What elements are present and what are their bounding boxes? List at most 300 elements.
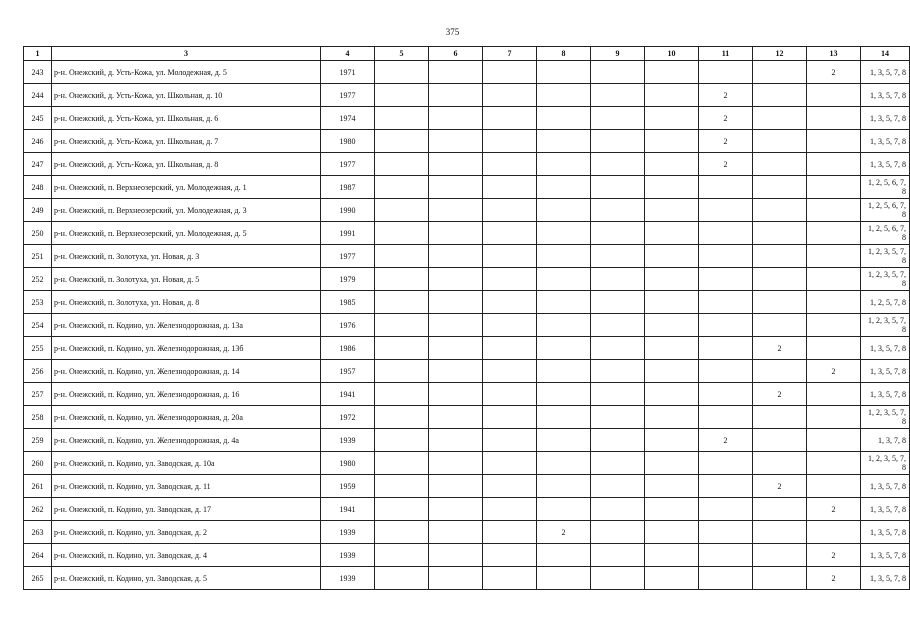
col9-cell (591, 222, 645, 245)
row-number: 246 (24, 130, 52, 153)
table-row (24, 291, 910, 314)
address-cell: р-н. Онежский, п. Кодино, ул. Железнодорожная, д. 20а (52, 406, 321, 429)
col8-cell (537, 498, 591, 521)
col7-cell (483, 406, 537, 429)
table-row (24, 176, 910, 199)
col12-cell (753, 314, 807, 337)
column-header: 10 (645, 47, 699, 61)
col10-cell (645, 61, 699, 84)
col12-cell (753, 176, 807, 199)
row-number: 265 (24, 567, 52, 590)
col5-cell (375, 61, 429, 84)
col12-cell (753, 452, 807, 475)
row-number: 250 (24, 222, 52, 245)
col13-cell: 2 (807, 498, 861, 521)
col13-cell (807, 406, 861, 429)
col10-cell (645, 176, 699, 199)
col8-cell (537, 337, 591, 360)
year-cell: 1959 (321, 475, 375, 498)
col14-cell: 1, 3, 5, 7, 8 (861, 107, 910, 130)
col5-cell (375, 475, 429, 498)
col12-cell (753, 153, 807, 176)
col11-cell (699, 567, 753, 590)
col6-cell (429, 521, 483, 544)
col10-cell (645, 153, 699, 176)
address-cell: р-н. Онежский, п. Золотуха, ул. Новая, д. 5 (52, 268, 321, 291)
row-number: 252 (24, 268, 52, 291)
col10-cell (645, 291, 699, 314)
col14-cell: 1, 3, 5, 7, 8 (861, 153, 910, 176)
col11-cell (699, 199, 753, 222)
col12-cell (753, 84, 807, 107)
col8-cell (537, 268, 591, 291)
row-number: 260 (24, 452, 52, 475)
col13-cell (807, 130, 861, 153)
col12-cell (753, 521, 807, 544)
col5-cell (375, 199, 429, 222)
col13-cell: 2 (807, 544, 861, 567)
col14-cell: 1, 2, 3, 5, 7, 8 (861, 245, 910, 268)
table-row (24, 153, 910, 176)
year-cell: 1987 (321, 176, 375, 199)
row-number: 248 (24, 176, 52, 199)
col11-cell: 2 (699, 107, 753, 130)
column-header: 5 (375, 47, 429, 61)
col5-cell (375, 153, 429, 176)
header-row (24, 47, 910, 61)
col7-cell (483, 268, 537, 291)
year-cell: 1977 (321, 84, 375, 107)
col14-cell: 1, 2, 5, 6, 7, 8 (861, 222, 910, 245)
col10-cell (645, 245, 699, 268)
year-cell: 1980 (321, 452, 375, 475)
col13-cell (807, 314, 861, 337)
col11-cell (699, 222, 753, 245)
row-number: 262 (24, 498, 52, 521)
col6-cell (429, 153, 483, 176)
col11-cell: 2 (699, 153, 753, 176)
col13-cell (807, 107, 861, 130)
col9-cell (591, 61, 645, 84)
col12-cell (753, 406, 807, 429)
address-cell: р-н. Онежский, п. Верхнеозерский, ул. Молодежная, д. 5 (52, 222, 321, 245)
col10-cell (645, 268, 699, 291)
column-header: 3 (52, 47, 321, 61)
col8-cell (537, 475, 591, 498)
col5-cell (375, 337, 429, 360)
col7-cell (483, 567, 537, 590)
col9-cell (591, 337, 645, 360)
col13-cell (807, 176, 861, 199)
col10-cell (645, 383, 699, 406)
col12-cell (753, 567, 807, 590)
col7-cell (483, 61, 537, 84)
col5-cell (375, 84, 429, 107)
col14-cell: 1, 3, 5, 7, 8 (861, 84, 910, 107)
col8-cell (537, 314, 591, 337)
col6-cell (429, 337, 483, 360)
col8-cell (537, 153, 591, 176)
col11-cell (699, 268, 753, 291)
col10-cell (645, 498, 699, 521)
col13-cell (807, 245, 861, 268)
col9-cell (591, 567, 645, 590)
page-number: 375 (445, 27, 460, 37)
address-cell: р-н. Онежский, п. Кодино, ул. Заводская, д. 11 (52, 475, 321, 498)
col6-cell (429, 176, 483, 199)
col9-cell (591, 245, 645, 268)
table-row (24, 544, 910, 567)
col5-cell (375, 314, 429, 337)
col14-cell: 1, 2, 3, 5, 7, 8 (861, 314, 910, 337)
col10-cell (645, 452, 699, 475)
col10-cell (645, 360, 699, 383)
col9-cell (591, 291, 645, 314)
table-row (24, 107, 910, 130)
col11-cell (699, 475, 753, 498)
year-cell: 1941 (321, 383, 375, 406)
address-cell: р-н. Онежский, д. Усть-Кожа, ул. Школьная, д. 10 (52, 84, 321, 107)
col6-cell (429, 61, 483, 84)
address-cell: р-н. Онежский, п. Кодино, ул. Заводская, д. 4 (52, 544, 321, 567)
col14-cell: 1, 3, 5, 7, 8 (861, 475, 910, 498)
col5-cell (375, 291, 429, 314)
col7-cell (483, 176, 537, 199)
col6-cell (429, 291, 483, 314)
column-header: 11 (699, 47, 753, 61)
col11-cell (699, 245, 753, 268)
col13-cell (807, 383, 861, 406)
col13-cell (807, 452, 861, 475)
col14-cell: 1, 3, 5, 7, 8 (861, 383, 910, 406)
table-row (24, 61, 910, 84)
col11-cell: 2 (699, 429, 753, 452)
table-row (24, 475, 910, 498)
table-row (24, 130, 910, 153)
col14-cell: 1, 3, 5, 7, 8 (861, 544, 910, 567)
column-header: 4 (321, 47, 375, 61)
address-cell: р-н. Онежский, п. Кодино, ул. Заводская, д. 5 (52, 567, 321, 590)
col7-cell (483, 84, 537, 107)
col11-cell (699, 314, 753, 337)
row-number: 257 (24, 383, 52, 406)
col9-cell (591, 383, 645, 406)
col5-cell (375, 498, 429, 521)
register-table (23, 46, 910, 590)
row-number: 264 (24, 544, 52, 567)
table-row (24, 314, 910, 337)
col7-cell (483, 521, 537, 544)
col6-cell (429, 498, 483, 521)
col8-cell: 2 (537, 521, 591, 544)
col5-cell (375, 406, 429, 429)
row-number: 258 (24, 406, 52, 429)
column-header: 6 (429, 47, 483, 61)
table-row (24, 567, 910, 590)
col14-cell: 1, 2, 3, 5, 7, 8 (861, 406, 910, 429)
col6-cell (429, 475, 483, 498)
row-number: 251 (24, 245, 52, 268)
address-cell: р-н. Онежский, п. Золотуха, ул. Новая, д. 8 (52, 291, 321, 314)
col10-cell (645, 475, 699, 498)
col8-cell (537, 199, 591, 222)
year-cell: 1979 (321, 268, 375, 291)
col13-cell: 2 (807, 567, 861, 590)
col9-cell (591, 360, 645, 383)
col8-cell (537, 245, 591, 268)
year-cell: 1974 (321, 107, 375, 130)
year-cell: 1971 (321, 61, 375, 84)
address-cell: р-н. Онежский, п. Кодино, ул. Заводская, д. 10а (52, 452, 321, 475)
col12-cell: 2 (753, 337, 807, 360)
year-cell: 1977 (321, 245, 375, 268)
col5-cell (375, 567, 429, 590)
col8-cell (537, 107, 591, 130)
col10-cell (645, 222, 699, 245)
col5-cell (375, 245, 429, 268)
address-cell: р-н. Онежский, п. Кодино, ул. Железнодорожная, д. 4а (52, 429, 321, 452)
year-cell: 1980 (321, 130, 375, 153)
row-number: 247 (24, 153, 52, 176)
col10-cell (645, 107, 699, 130)
col12-cell (753, 268, 807, 291)
col10-cell (645, 130, 699, 153)
col7-cell (483, 544, 537, 567)
year-cell: 1972 (321, 406, 375, 429)
col8-cell (537, 406, 591, 429)
address-cell: р-н. Онежский, п. Кодино, ул. Заводская, д. 17 (52, 498, 321, 521)
year-cell: 1957 (321, 360, 375, 383)
col13-cell (807, 153, 861, 176)
col5-cell (375, 360, 429, 383)
col12-cell (753, 429, 807, 452)
col11-cell (699, 498, 753, 521)
col12-cell (753, 199, 807, 222)
col10-cell (645, 84, 699, 107)
row-number: 256 (24, 360, 52, 383)
row-number: 255 (24, 337, 52, 360)
column-header: 7 (483, 47, 537, 61)
col8-cell (537, 360, 591, 383)
col13-cell: 2 (807, 360, 861, 383)
col6-cell (429, 222, 483, 245)
table-row (24, 406, 910, 429)
col13-cell (807, 222, 861, 245)
col9-cell (591, 429, 645, 452)
address-cell: р-н. Онежский, п. Кодино, ул. Заводская, д. 2 (52, 521, 321, 544)
col5-cell (375, 521, 429, 544)
address-cell: р-н. Онежский, д. Усть-Кожа, ул. Школьная, д. 8 (52, 153, 321, 176)
address-cell: р-н. Онежский, д. Усть-Кожа, ул. Школьная, д. 6 (52, 107, 321, 130)
col9-cell (591, 153, 645, 176)
col6-cell (429, 452, 483, 475)
col14-cell: 1, 3, 5, 7, 8 (861, 521, 910, 544)
col11-cell (699, 406, 753, 429)
address-cell: р-н. Онежский, п. Кодино, ул. Железнодорожная, д. 13б (52, 337, 321, 360)
col10-cell (645, 544, 699, 567)
column-header: 8 (537, 47, 591, 61)
col14-cell: 1, 3, 5, 7, 8 (861, 130, 910, 153)
col12-cell (753, 222, 807, 245)
col6-cell (429, 567, 483, 590)
col5-cell (375, 107, 429, 130)
col10-cell (645, 521, 699, 544)
col13-cell (807, 268, 861, 291)
col14-cell: 1, 3, 5, 7, 8 (861, 567, 910, 590)
col9-cell (591, 130, 645, 153)
table-row (24, 245, 910, 268)
col10-cell (645, 567, 699, 590)
col13-cell: 2 (807, 61, 861, 84)
col14-cell: 1, 2, 3, 5, 7, 8 (861, 268, 910, 291)
col9-cell (591, 521, 645, 544)
col5-cell (375, 176, 429, 199)
col5-cell (375, 429, 429, 452)
address-cell: р-н. Онежский, д. Усть-Кожа, ул. Школьная, д. 7 (52, 130, 321, 153)
col13-cell (807, 84, 861, 107)
col11-cell (699, 452, 753, 475)
column-header: 12 (753, 47, 807, 61)
col11-cell (699, 291, 753, 314)
col6-cell (429, 130, 483, 153)
col12-cell (753, 544, 807, 567)
col13-cell (807, 521, 861, 544)
col9-cell (591, 176, 645, 199)
col7-cell (483, 199, 537, 222)
col8-cell (537, 130, 591, 153)
col7-cell (483, 291, 537, 314)
col9-cell (591, 498, 645, 521)
col14-cell: 1, 3, 5, 7, 8 (861, 337, 910, 360)
year-cell: 1939 (321, 521, 375, 544)
table-row (24, 383, 910, 406)
col7-cell (483, 383, 537, 406)
col10-cell (645, 406, 699, 429)
col8-cell (537, 222, 591, 245)
col7-cell (483, 107, 537, 130)
col8-cell (537, 544, 591, 567)
col6-cell (429, 406, 483, 429)
col13-cell (807, 199, 861, 222)
col5-cell (375, 544, 429, 567)
col12-cell (753, 245, 807, 268)
col9-cell (591, 406, 645, 429)
table-row (24, 222, 910, 245)
col9-cell (591, 452, 645, 475)
column-header: 14 (861, 47, 910, 61)
col14-cell: 1, 2, 3, 5, 7, 8 (861, 452, 910, 475)
year-cell: 1939 (321, 429, 375, 452)
col12-cell (753, 498, 807, 521)
col10-cell (645, 314, 699, 337)
col7-cell (483, 153, 537, 176)
col10-cell (645, 429, 699, 452)
col5-cell (375, 222, 429, 245)
col11-cell (699, 383, 753, 406)
col14-cell: 1, 2, 5, 7, 8 (861, 291, 910, 314)
col11-cell (699, 61, 753, 84)
table-row (24, 429, 910, 452)
year-cell: 1941 (321, 498, 375, 521)
col14-cell: 1, 3, 5, 7, 8 (861, 61, 910, 84)
table-row (24, 521, 910, 544)
col7-cell (483, 360, 537, 383)
col7-cell (483, 245, 537, 268)
column-header: 13 (807, 47, 861, 61)
col9-cell (591, 544, 645, 567)
col6-cell (429, 383, 483, 406)
col8-cell (537, 291, 591, 314)
year-cell: 1986 (321, 337, 375, 360)
col6-cell (429, 360, 483, 383)
table-row (24, 498, 910, 521)
row-number: 245 (24, 107, 52, 130)
col8-cell (537, 567, 591, 590)
col13-cell (807, 429, 861, 452)
col14-cell: 1, 3, 5, 7, 8 (861, 498, 910, 521)
address-cell: р-н. Онежский, п. Верхнеозерский, ул. Молодежная, д. 3 (52, 199, 321, 222)
col8-cell (537, 429, 591, 452)
row-number: 244 (24, 84, 52, 107)
col9-cell (591, 268, 645, 291)
col6-cell (429, 199, 483, 222)
year-cell: 1939 (321, 544, 375, 567)
row-number: 261 (24, 475, 52, 498)
table-row (24, 199, 910, 222)
col12-cell (753, 61, 807, 84)
col11-cell (699, 360, 753, 383)
col14-cell: 1, 2, 5, 6, 7, 8 (861, 176, 910, 199)
address-cell: р-н. Онежский, д. Усть-Кожа, ул. Молодежная, д. 5 (52, 61, 321, 84)
col7-cell (483, 498, 537, 521)
col9-cell (591, 84, 645, 107)
col6-cell (429, 268, 483, 291)
col13-cell (807, 475, 861, 498)
col9-cell (591, 314, 645, 337)
col12-cell (753, 130, 807, 153)
address-cell: р-н. Онежский, п. Верхнеозерский, ул. Молодежная, д. 1 (52, 176, 321, 199)
col11-cell (699, 544, 753, 567)
col8-cell (537, 84, 591, 107)
col9-cell (591, 475, 645, 498)
col11-cell (699, 521, 753, 544)
row-number: 253 (24, 291, 52, 314)
address-cell: р-н. Онежский, п. Кодино, ул. Железнодорожная, д. 16 (52, 383, 321, 406)
year-cell: 1985 (321, 291, 375, 314)
col5-cell (375, 268, 429, 291)
col7-cell (483, 130, 537, 153)
table-body (24, 61, 910, 590)
col8-cell (537, 61, 591, 84)
address-cell: р-н. Онежский, п. Золотуха, ул. Новая, д. 3 (52, 245, 321, 268)
col10-cell (645, 337, 699, 360)
col14-cell: 1, 2, 5, 6, 7, 8 (861, 199, 910, 222)
col7-cell (483, 222, 537, 245)
row-number: 254 (24, 314, 52, 337)
col5-cell (375, 130, 429, 153)
year-cell: 1977 (321, 153, 375, 176)
address-cell: р-н. Онежский, п. Кодино, ул. Железнодорожная, д. 14 (52, 360, 321, 383)
row-number: 263 (24, 521, 52, 544)
col14-cell: 1, 3, 7, 8 (861, 429, 910, 452)
col6-cell (429, 107, 483, 130)
col10-cell (645, 199, 699, 222)
col11-cell (699, 176, 753, 199)
row-number: 243 (24, 61, 52, 84)
table-row (24, 268, 910, 291)
col6-cell (429, 314, 483, 337)
col9-cell (591, 107, 645, 130)
